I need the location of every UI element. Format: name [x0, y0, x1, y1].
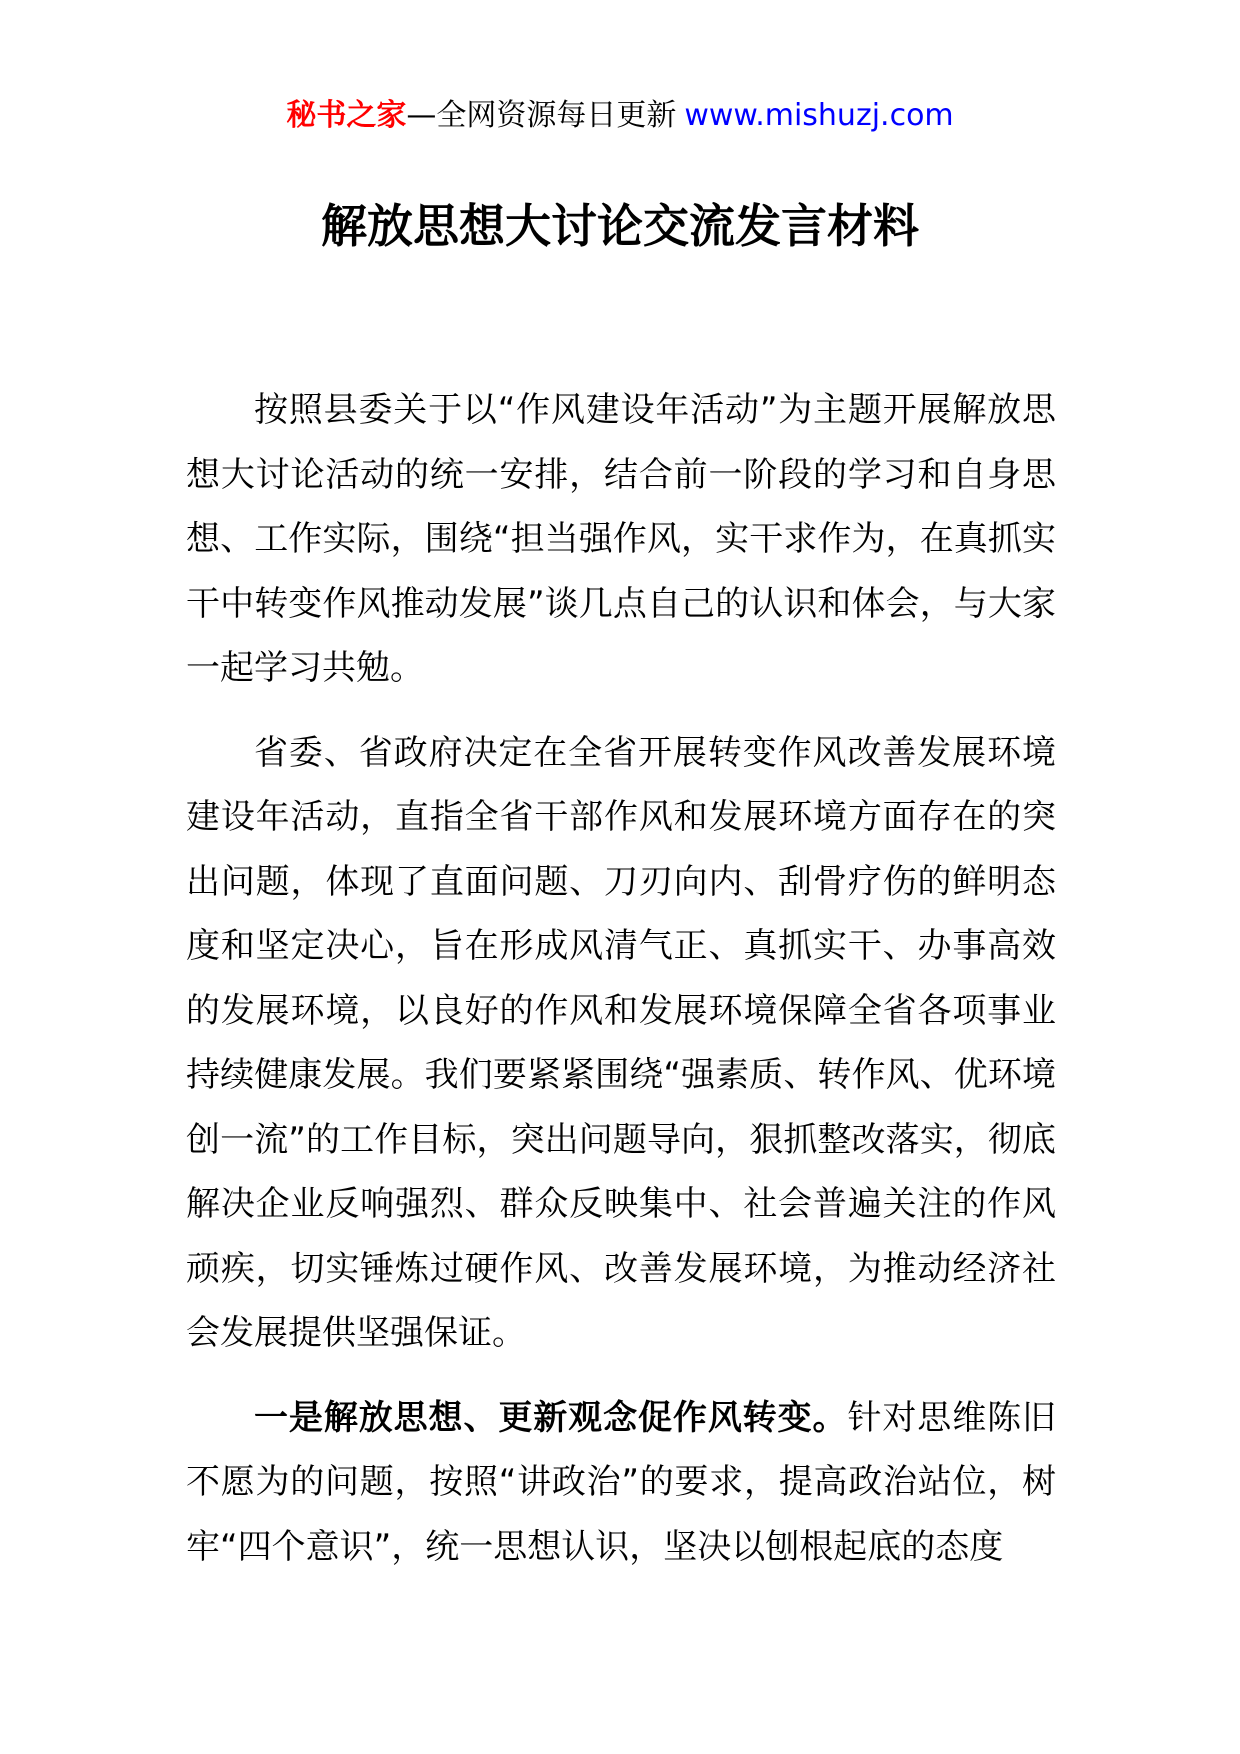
paragraph-background: [186, 721, 1056, 1366]
paragraph-intro: [186, 378, 1056, 701]
paragraph-text: 按照县委关于以“作风建设年活动”为主题开展解放思想大讨论活动的统一安排，结合前一阶段的学习和自身思想、工作实际，围绕“担当强作风，实干求作为，在真抓实干中转变作风推动发展”谈几点自己的认识和体会，与大家一起学习共勉。: [186, 390, 1056, 688]
document-title: 解放思想大讨论交流发言材料: [321, 199, 919, 253]
watermark-header: [0, 96, 1240, 136]
site-tagline: —全网资源每日更新: [406, 98, 677, 133]
paragraph-text: 针对思维陈旧不愿为的问题，按照“讲政治”的要求，提高政治站位，树牢“四个意识”，统一思想认识，坚决以刨根起底的态度: [186, 1397, 1057, 1567]
document-body: [186, 378, 1056, 1599]
paragraph-point-one: [186, 1386, 1056, 1580]
paragraph-lead-heading: 一是解放思想、更新观念促作风转变。: [254, 1397, 848, 1438]
paragraph-text: 省委、省政府决定在全省开展转变作风改善发展环境建设年活动，直指全省干部作风和发展环境方面存在的突出问题，体现了直面问题、刀刃向内、刮骨疗伤的鲜明态度和坚定决心，旨在形成风清气正、真抓实干、办事高效的发展环境，以良好的作风和发展环境保障全省各项事业持续健康发展。我们要紧紧围绕“强素质、转作风、优环境创一流”的工作目标，突出问题导向，狠抓整改落实，彻底解决企业反响强烈、群众反映集中、社会普遍关注的作风顽疾，切实锤炼过硬作风、改善发展环境，为推动经济社会发展提供坚强保证。: [186, 732, 1056, 1353]
site-name: 秘书之家: [286, 98, 407, 133]
site-url-link[interactable]: www.mishuzj.com: [684, 98, 954, 133]
